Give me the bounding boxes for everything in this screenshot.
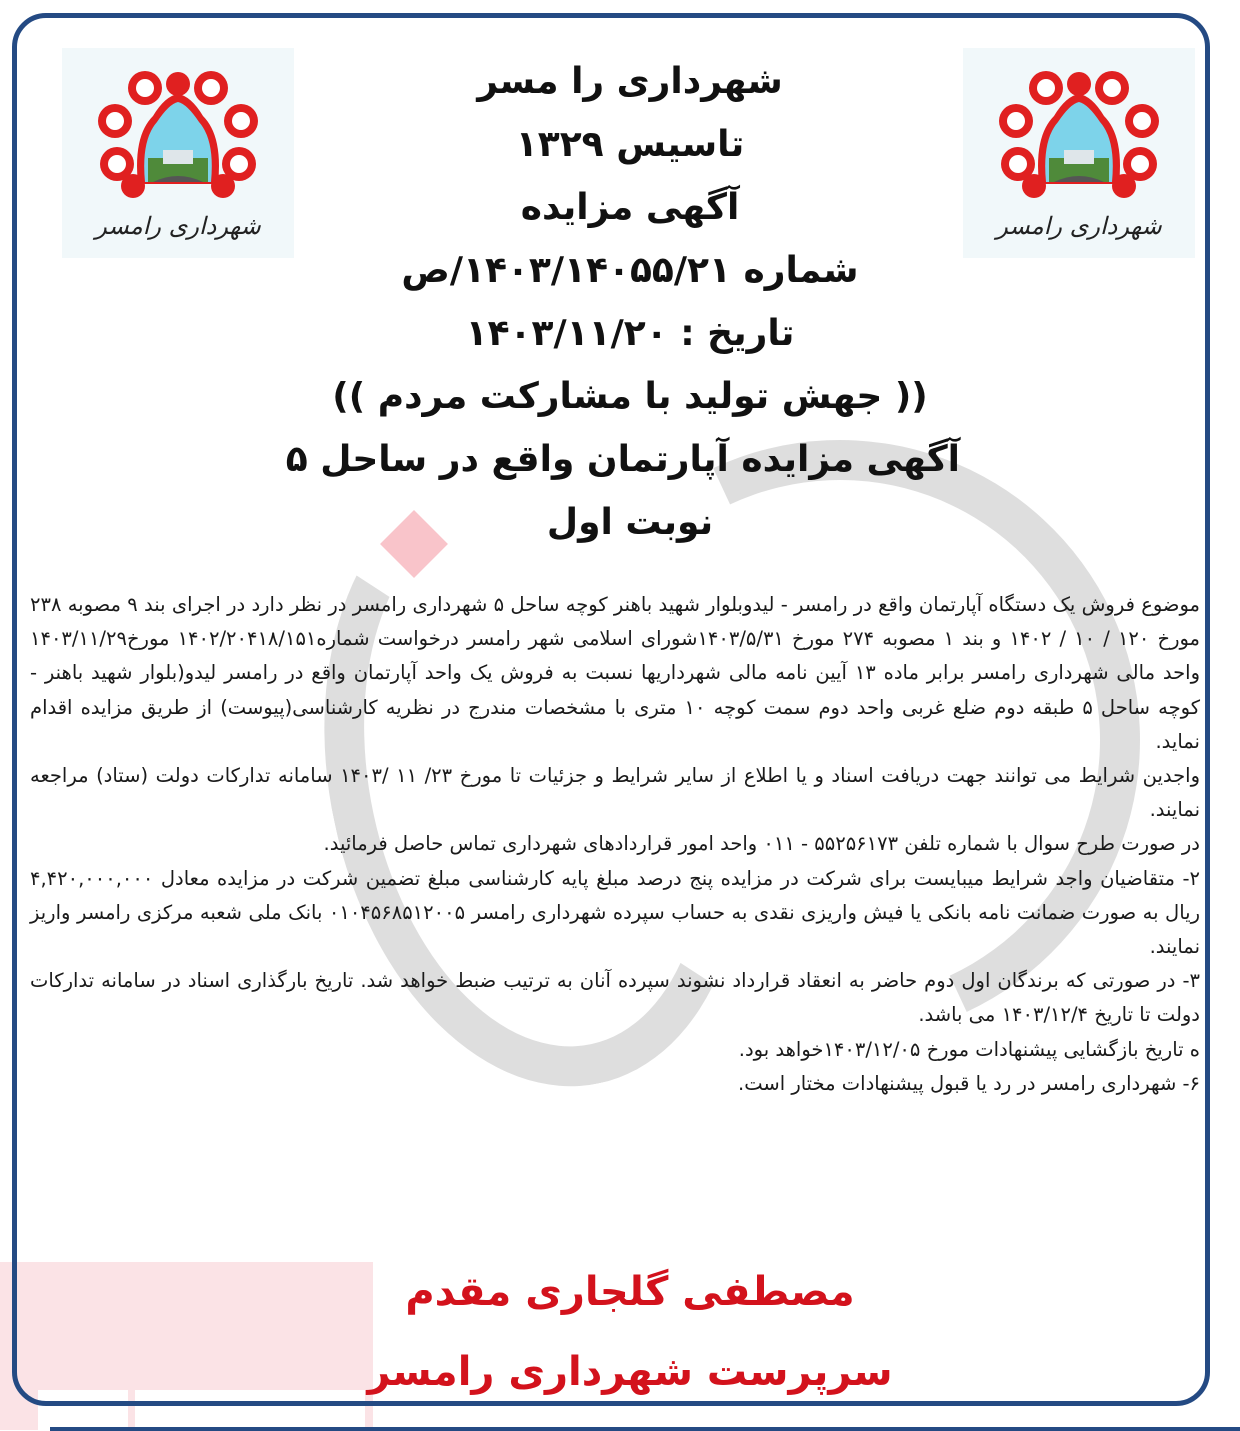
notice-header (285, 50, 960, 554)
notice-subject: آگهی مزایده آپارتمان واقع در ساحل ۵ (285, 439, 960, 480)
municipality-emblem-icon (994, 66, 1164, 206)
paragraph-guarantee: ۲- متقاضیان واجد شرایط میبایست برای شرکت در مزایده پنج درصد مبلغ پایه کارشناسی مبلغ تضمین شرکت در مزایده معادل ۴,۴۲۰,۰۰۰,۰۰۰ ریال به صورت ضمانت نامه بانکی یا فیش واریزی نقدی به حساب سپرده شهرداری رامسر ۰۱۰۴۵۶۸۵۱۲۰۰۵ بانک ملی شعبه مرکزی رامسر واریز نمایند. (30, 866, 1200, 959)
notice-date: تاریخ : ۱۴۰۳/۱۱/۲۰ (465, 313, 795, 354)
slogan: (( جهش تولید با مشارکت مردم )) (332, 376, 928, 417)
logo-caption: شهرداری رامسر (95, 212, 261, 240)
paragraph-opening-date: ه تاریخ بازگشایی پیشنهادات مورخ ۱۴۰۳/۱۲/۰۵خواهد بود. (738, 1037, 1200, 1061)
notice-round: نوبت اول (546, 502, 714, 543)
bottom-rule (50, 1427, 1240, 1431)
notice-type: آگهی مزایده (520, 187, 740, 228)
paragraph-forfeit: ۳- در صورتی که برندگان اول دوم حاضر به انعقاد قرارداد نشوند سپرده آنان به ترتیب ضبط خواهد شد. تاریخ بارگذاری اسناد در سامانه تدارکات دولت تا تاریخ ۱۴۰۳/۱۲/۴ می باشد. (30, 969, 1200, 1027)
paragraph-contact: در صورت طرح سوال با شماره تلفن ۵۵۲۵۶۱۷۳ - ۰۱۱ واحد امور قراردادهای شهرداری تماس حاصل فرمائید. (323, 832, 1200, 856)
paragraph-subject: موضوع فروش یک دستگاه آپارتمان واقع در رامسر - لیدوبلوار شهید باهنر کوچه ساحل ۵ شهرداری رامسر در نظر دارد در اجرای بند ۹ مصوبه ۲۳۸ مورخ ۱۲۰ / ۱۰ / ۱۴۰۲ و بند ۱ مصوبه ۲۷۴ مورخ ۱۴۰۳/۵/۳۱شورای اسلامی شهر رامسر درخواست شماره۱۴۰۲/۲۰۴۱۸/۱۵۱ مورخ۱۴۰۳/۱۱/۲۹ واحد مالی شهرداری رامسر برابر ماده ۱۳ آیین نامه مالی شهرداریها نسبت به فروش یک واحد آپارتمان واقع در رامسر لیدو(بلوار شهید باهنر - کوچه ساحل ۵ طبقه دوم ضلع غربی واحد دوم سمت کوچه ۱۰ متری با مشخصات مندرج در نظریه کارشناسی(پیوست) از طریق مزایده اقدام نماید. (30, 593, 1200, 753)
founded-year: تاسیس ۱۳۲۹ (515, 124, 745, 165)
notice-number: شماره ۱۴۰۳/۱۴۰۵۵/۲۱/ص (401, 250, 859, 291)
paragraph-rights: ۶- شهرداری رامسر در رد یا قبول پیشنهادات مختار است. (738, 1071, 1200, 1095)
org-name: شهرداری را مسر (477, 61, 783, 102)
logo-caption: شهرداری رامسر (996, 212, 1162, 240)
notice-body (30, 588, 1200, 1101)
logo-right (963, 48, 1195, 258)
signatory-name: مصطفی گلجاری مقدم (405, 1269, 855, 1315)
signatory-title: سرپرست شهرداری رامسر (367, 1349, 893, 1395)
logo-left (62, 48, 294, 258)
paragraph-documents: واجدین شرایط می توانند جهت دریافت اسناد و یا اطلاع از سایر شرایط و جزئیات تا مورخ ۲۳/ ۱۱ /۱۴۰۳ سامانه تدارکات دولت (ستاد) مراجعه نمایند. (30, 764, 1200, 822)
municipality-emblem-icon (93, 66, 263, 206)
signature-block (300, 1252, 960, 1412)
